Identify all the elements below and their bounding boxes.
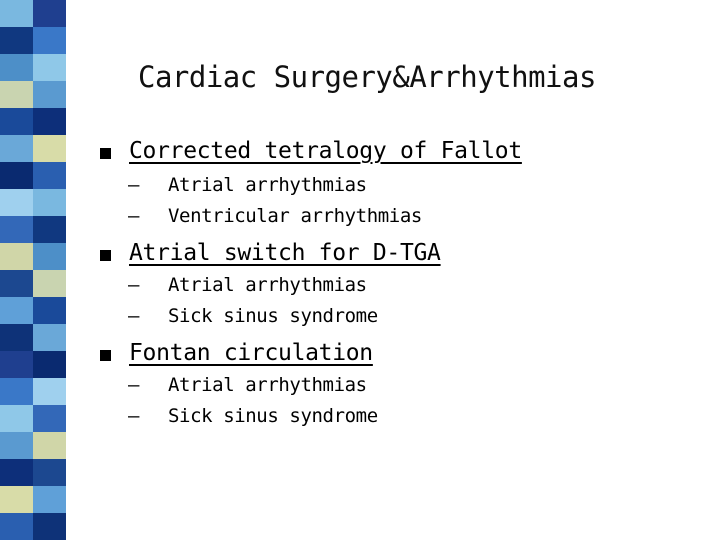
slide-title: Cardiac Surgery&Arrhythmias — [138, 60, 596, 94]
sub-item-text: Atrial arrhythmias — [168, 174, 367, 196]
dash-glyph: – — [128, 174, 140, 196]
sub-item — [128, 405, 378, 427]
square-bullet-icon — [100, 148, 111, 159]
strip-block — [0, 243, 33, 270]
dash-glyph: – — [128, 274, 140, 296]
bullet-text: Fontan circulation — [129, 340, 373, 366]
strip-block — [0, 297, 33, 324]
sub-item — [128, 174, 367, 196]
bullet-text: Atrial switch for D-TGA — [129, 240, 441, 266]
dash-glyph: – — [128, 305, 140, 327]
strip-block — [0, 162, 33, 189]
dash-glyph: – — [128, 405, 140, 427]
sub-item-text: Atrial arrhythmias — [168, 274, 367, 296]
strip-block — [0, 54, 33, 81]
strip-block — [0, 0, 33, 27]
strip-inner-column — [0, 0, 33, 540]
strip-block — [0, 378, 33, 405]
sub-item-text: Sick sinus syndrome — [168, 305, 378, 327]
strip-block — [0, 27, 33, 54]
strip-block — [0, 459, 33, 486]
decorative-color-strip — [0, 0, 66, 540]
strip-block — [0, 513, 33, 540]
sub-item — [128, 374, 367, 396]
strip-block — [0, 189, 33, 216]
strip-block — [0, 135, 33, 162]
strip-block — [0, 432, 33, 459]
square-bullet-icon — [100, 350, 111, 361]
sub-item — [128, 205, 422, 227]
dash-glyph: – — [128, 205, 140, 227]
sub-item-text: Atrial arrhythmias — [168, 374, 367, 396]
strip-block — [0, 81, 33, 108]
strip-block — [0, 270, 33, 297]
strip-block — [0, 216, 33, 243]
strip-block — [0, 405, 33, 432]
square-bullet-icon — [100, 250, 111, 261]
sub-item — [128, 305, 378, 327]
strip-block — [0, 108, 33, 135]
strip-block — [0, 324, 33, 351]
sub-item-text: Sick sinus syndrome — [168, 405, 378, 427]
sub-item — [128, 274, 367, 296]
strip-block — [0, 486, 33, 513]
dash-glyph: – — [128, 374, 140, 396]
strip-block — [0, 351, 33, 378]
sub-item-text: Ventricular arrhythmias — [168, 205, 422, 227]
bullet-text: Corrected tetralogy of Fallot — [129, 138, 522, 164]
